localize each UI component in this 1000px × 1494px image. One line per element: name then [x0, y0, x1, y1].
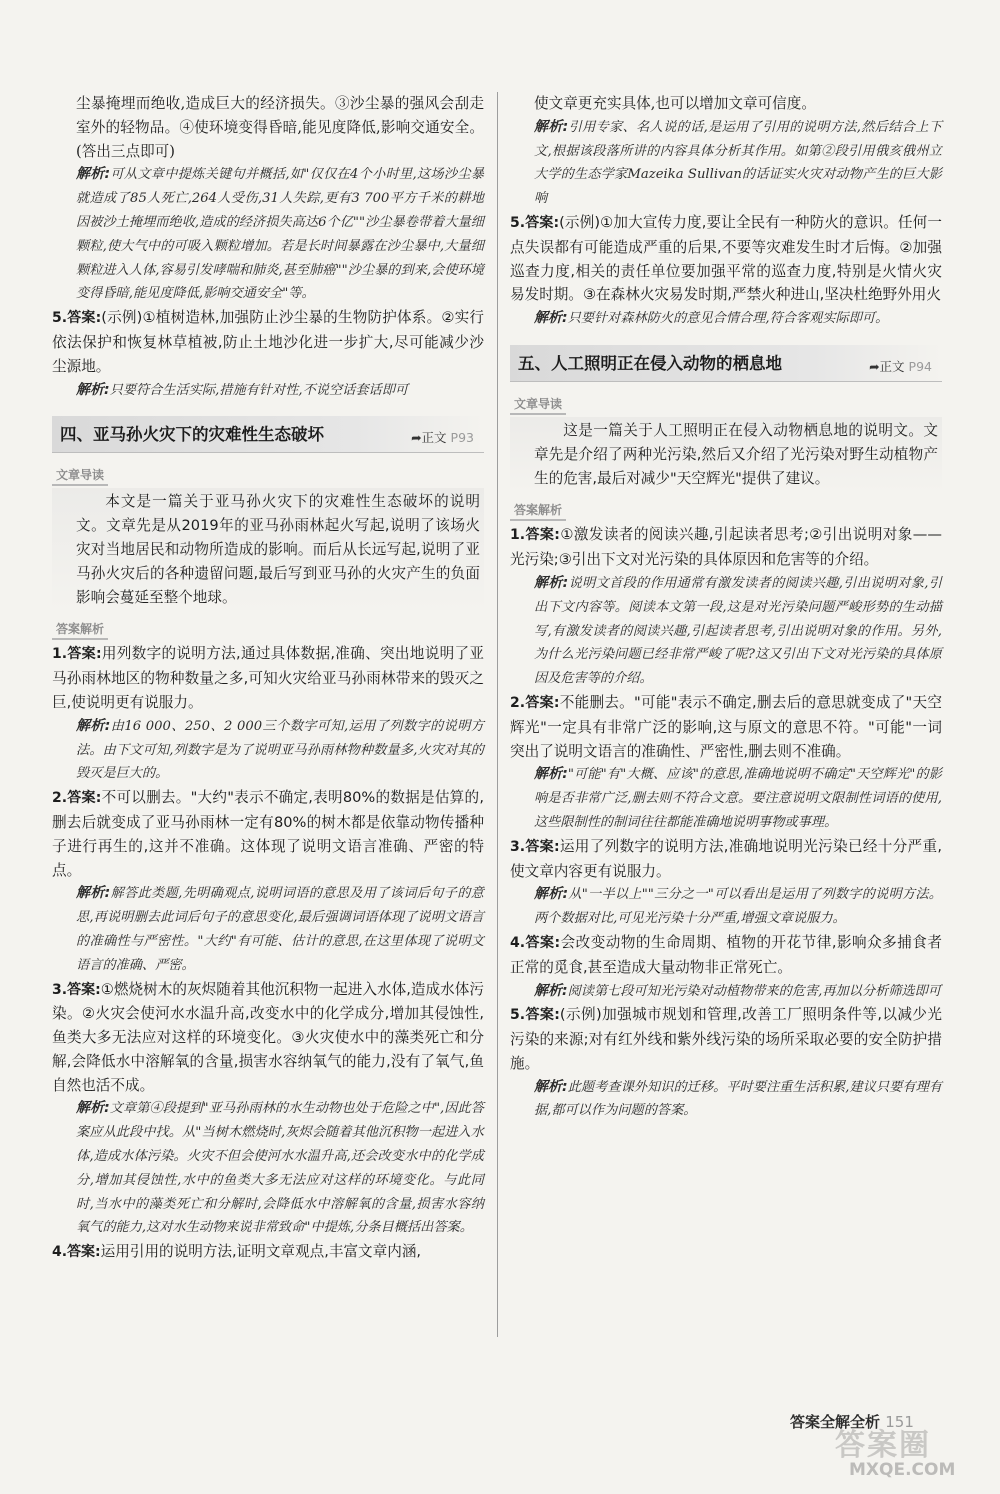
- watermark-url: MXQE.COM: [849, 1460, 956, 1480]
- question-4: [510, 931, 942, 980]
- explanation-label: 解析:: [534, 310, 568, 327]
- question-number: 1.: [510, 527, 526, 544]
- explanation-text: 此题考查课外知识的迁移。平时要注重生活积累,建议只要有理有据,都可以作为问题的答案。: [534, 1079, 942, 1119]
- answer-text: 不能删去。"可能"表示不确定,删去后的意思就变成了"天空辉光"一定具有非常广泛的影响,这与原文的意思不符。"可能"一词突出了说明文语言的准确性、严密性,删去则不准确。: [510, 693, 942, 760]
- question-5: [510, 211, 942, 307]
- explanation-label: 解析:: [534, 1078, 568, 1095]
- explanation-label: 解析:: [534, 118, 569, 135]
- question-number: 2.: [52, 790, 68, 807]
- answer-text: 会改变动物的生命周期、植物的开花节律,影响众多捕食者正常的觅食,甚至造成大量动物非正常死亡。: [510, 933, 942, 976]
- question-5: [510, 1003, 942, 1075]
- article-summary: [510, 417, 942, 492]
- left-column: [52, 92, 484, 1265]
- question-number: 2.: [510, 694, 526, 711]
- answer-label: 答案:: [525, 527, 560, 544]
- answer-label: 答案:: [67, 790, 102, 807]
- section-page-ref: ➦正文 P94: [869, 358, 932, 374]
- answer-text: 用列数字的说明方法,通过具体数据,准确、突出地说明了亚马孙雨林地区的物种数量之多,可知火灾给亚马孙雨林带来的毁灭之巨,使说明更有说服力。: [52, 645, 485, 711]
- section-title: 四、亚马孙火灾下的灾难性生态破坏: [60, 425, 324, 445]
- question-number: 3.: [52, 981, 68, 998]
- watermark-title: 答案圈: [835, 1428, 931, 1463]
- answer-text: ①激发读者的阅读兴趣,引起读者思考;②引出说明对象——光污染;③引出下文对光污染的具体原因和危害等的介绍。: [510, 526, 942, 569]
- explanation: [52, 715, 484, 786]
- explanation-text: 解答此类题,先明确观点,说明词语的意思及用了该词后句子的意思,再说明删去此词后句子的意思变化,最后强调词语体现了说明文语言的准确性与严密性。"大约"有可能、估计的意思,在这里体现了说明文语言的准确、严密。: [76, 886, 484, 973]
- ref-page: P93: [450, 430, 474, 446]
- answer-label: 答案:: [67, 981, 101, 998]
- explanation-label: 解析:: [76, 381, 110, 398]
- answer-label: 答案:: [525, 1007, 560, 1024]
- answer-text: ①燃烧树木的灰烬随着其他沉积物一起进入水体,造成水体污染。②火灾会使河水水温升高,改变水中的化学成分,增加其侵蚀性,鱼类大多无法应对这样的环境变化。③火灾使水中的藻类死亡和分解,会降低水中溶解氧的含量,损害水容纳氧气的能力,没有了氧气,鱼自然也活不成。: [52, 980, 484, 1094]
- explanation-text: "可能"有"大概、应该"的意思,准确地说明不确定"天空辉光"的影响是否非常广泛,删去则不符合文意。要注意说明文限制性词语的使用,这些限制性的制词往往都能准确地说明事物或事理。: [534, 767, 942, 830]
- explanation: [510, 307, 942, 331]
- footer-label: 答案全解全析: [790, 1413, 881, 1431]
- explanation-text: 只要符合生活实际,措施有针对性,不说空话套话即可: [109, 382, 409, 398]
- section-4-header: [52, 416, 484, 453]
- answer-text: (示例)①植树造林,加强防止沙尘暴的生物防护体系。②实行依法保护和恢复林草植被,防止土地沙化进一步扩大,尽可能减少沙尘源地。: [52, 309, 484, 375]
- answer-text: 运用了列数字的说明方法,准确地说明光污染已经十分严重,使文章内容更有说服力。: [510, 837, 943, 880]
- answer-label: 答案:: [525, 694, 560, 711]
- answer-label: 答案:: [67, 646, 102, 663]
- question-2: [52, 786, 484, 882]
- explanation: [510, 572, 942, 691]
- question-number: 3.: [510, 838, 526, 855]
- right-column: [510, 92, 942, 1123]
- article-summary: [52, 488, 484, 611]
- explanation: [52, 379, 484, 403]
- question-number: 5.: [510, 1007, 526, 1024]
- ref-page: P94: [908, 358, 932, 374]
- answer-label: 答案:: [525, 934, 561, 951]
- answer-label: 答案:: [67, 1244, 101, 1261]
- section-page-ref: ➦正文 P93: [411, 430, 474, 446]
- question-number: 5.: [52, 310, 68, 327]
- answer-text: 不可以删去。"大约"表示不确定,表明80%的数据是估算的,删去后就变成了亚马孙雨林一定有80%的树木都是依靠动物传播种子进行再生的,这并不准确。这体现了说明文语言准确、严密的特点。: [52, 789, 484, 879]
- explanation-label: 解析:: [76, 717, 111, 734]
- column-divider: [497, 92, 498, 1337]
- explanation-label: 解析:: [534, 766, 568, 783]
- explanation: [510, 1076, 942, 1124]
- question-number: 5.: [510, 214, 526, 231]
- question-3: [510, 835, 942, 884]
- answer-label: 答案:: [67, 310, 102, 327]
- answer-text: 运用引用的说明方法,证明文章观点,丰富文章内涵,: [100, 1243, 422, 1261]
- page: [52, 92, 943, 1432]
- ref-label: 正文: [879, 358, 905, 374]
- explanation-text: 说明文首段的作用通常有激发读者的阅读兴趣,引出说明对象,引出下文内容等。阅读本文第一段,这是对光污染问题严峻形势的生动描写,有激发读者的阅读兴趣,引起读者思考,引出说明对象的作用。另外,为什么光污染问题已经非常严峻了呢?这又引出下文对光污染的具体原因及危害等的介绍。: [534, 575, 942, 687]
- question-1: [510, 523, 942, 572]
- question-5: [52, 306, 484, 378]
- question-number: 4.: [510, 934, 526, 951]
- explanation-text: 由16 000、250、2 000三个数字可知,运用了列数字的说明方法。由下文可知,列数字是为了说明亚马孙雨林物种数量多,火灾对其的毁灭是巨大的。: [76, 718, 484, 782]
- explanation-label: 解析:: [534, 886, 569, 903]
- answer-text: 使文章更充实具体,也可以增加文章可信度。: [534, 95, 816, 112]
- explanation: [52, 1097, 484, 1240]
- explanation-text: 从"一半以上""三分之一"可以看出是运用了列数字的说明方法。两个数据对比,可见光污染十分严重,增强文章说服力。: [534, 887, 942, 927]
- explanation: [510, 980, 942, 1004]
- question-4: [52, 1240, 484, 1265]
- explanation-label: 解析:: [76, 885, 111, 902]
- explanation-label: 解析:: [534, 574, 569, 591]
- answer-label: 答案:: [525, 214, 560, 231]
- explanation-text: 引用专家、名人说的话,是运用了引用的说明方法,然后结合上下文,根据该段落所讲的内容具体分析其作用。如第②段引用俄亥俄州立大学的生态学家Mazeika Sullivan的话证实火灾对动物产生的巨大影响: [534, 119, 942, 207]
- answer-text: 尘暴掩埋而绝收,造成巨大的经济损失。③沙尘暴的强风会刮走室外的轻物品。④使环境变得昏暗,能见度降低,影响交通安全。(答出三点即可): [76, 95, 484, 160]
- summary-tag: 文章导读: [52, 466, 108, 486]
- answers-tag: 答案解析: [510, 501, 566, 521]
- section-5-header: [510, 345, 942, 382]
- answers-tag: 答案解析: [52, 620, 108, 640]
- answer-text: (示例)①加大宣传力度,要让全民有一种防火的意识。任何一点失误都有可能造成严重的后果,不要等灾难发生时才后悔。②加强巡查力度,相关的责任单位要加强平常的巡查力度,特别是火情火灾易发时期。③在森林火灾易发时期,严禁火种进山,坚决杜绝野外用火: [510, 213, 942, 304]
- explanation-label: 解析:: [76, 1100, 110, 1117]
- explanation-label: 解析:: [76, 166, 111, 183]
- question-3: [52, 978, 484, 1098]
- explanation: [510, 883, 942, 931]
- explanation-text: 可从文章中提炼关键句并概括,如"仅仅在4个小时里,这场沙尘暴就造成了85人死亡,264人受伤,31人失踪,更有3 700平方千米的耕地因被沙土掩埋而绝收,造成的经济损失高达6个亿""沙尘暴卷带着大量细颗粒,使大气中的可吸入颗粒增加。若是长时间暴露在沙尘暴中,大量细颗粒进入人体,容易引发哮喘和肺炎,甚至肺癌""沙尘暴的到来,会使环境变得昏暗,能见度降低,影响交通安全"等。: [76, 167, 484, 302]
- question-number: 1.: [52, 646, 68, 663]
- section-title: 五、人工照明正在侵入动物的栖息地: [518, 353, 782, 373]
- explanation-text: 文章第④段提到"亚马孙雨林的水生动物也处于危险之中",因此答案应从此段中找。从"当树木燃烧时,灰烬会随着其他沉积物一起进入水体,造成水体污染。火灾不但会使河水水温升高,还会改变水中的化学成分,增加其侵蚀性,水中的鱼类大多无法应对这样的环境变化。与此同时,当水中的藻类死亡和分解时,会降低水中溶解氧的含量,损害水容纳氧气的能力,这对水生动物来说非常致命"中提炼,分条目概括出答案。: [76, 1101, 484, 1236]
- page-number: 151: [885, 1413, 914, 1431]
- explanation: [52, 882, 484, 977]
- summary-text: 这是一篇关于人工照明正在侵入动物栖息地的说明文。文章先是介绍了两种光污染,然后又介绍了光污染对野生动植物产生的危害,最后对减少"天空辉光"提供了建议。: [534, 421, 938, 487]
- answer-text: (示例)加强城市规划和管理,改善工厂照明条件等,以减少光污染的来源;对有红外线和紫外线污染的场所采取必要的安全防护措施。: [510, 1006, 942, 1072]
- question-2: [510, 691, 942, 763]
- explanation-label: 解析:: [534, 982, 568, 999]
- question-1: [52, 642, 484, 714]
- question-number: 4.: [52, 1244, 68, 1261]
- ref-label: 正文: [421, 430, 447, 446]
- summary-text: 本文是一篇关于亚马孙火灾下的灾难性生态破坏的说明文。文章先是从2019年的亚马孙雨林起火写起,说明了该场火灾对当地居民和动物所造成的影响。而后从长远写起,说明了亚马孙火灾后的各种遗留问题,最后写到亚马孙的火灾产生的负面影响会蔓延至整个地球。: [76, 493, 480, 606]
- explanation: [510, 116, 942, 211]
- explanation: [510, 763, 942, 834]
- explanation-text: 只要针对森林防火的意见合情合理,符合客观实际即可。: [567, 311, 889, 327]
- watermark: [835, 1420, 985, 1486]
- explanation: [52, 163, 484, 306]
- explanation-text: 阅读第七段可知光污染对动植物带来的危害,再加以分析筛选即可: [567, 983, 942, 999]
- summary-tag: 文章导读: [510, 395, 566, 415]
- answer-label: 答案:: [525, 838, 560, 855]
